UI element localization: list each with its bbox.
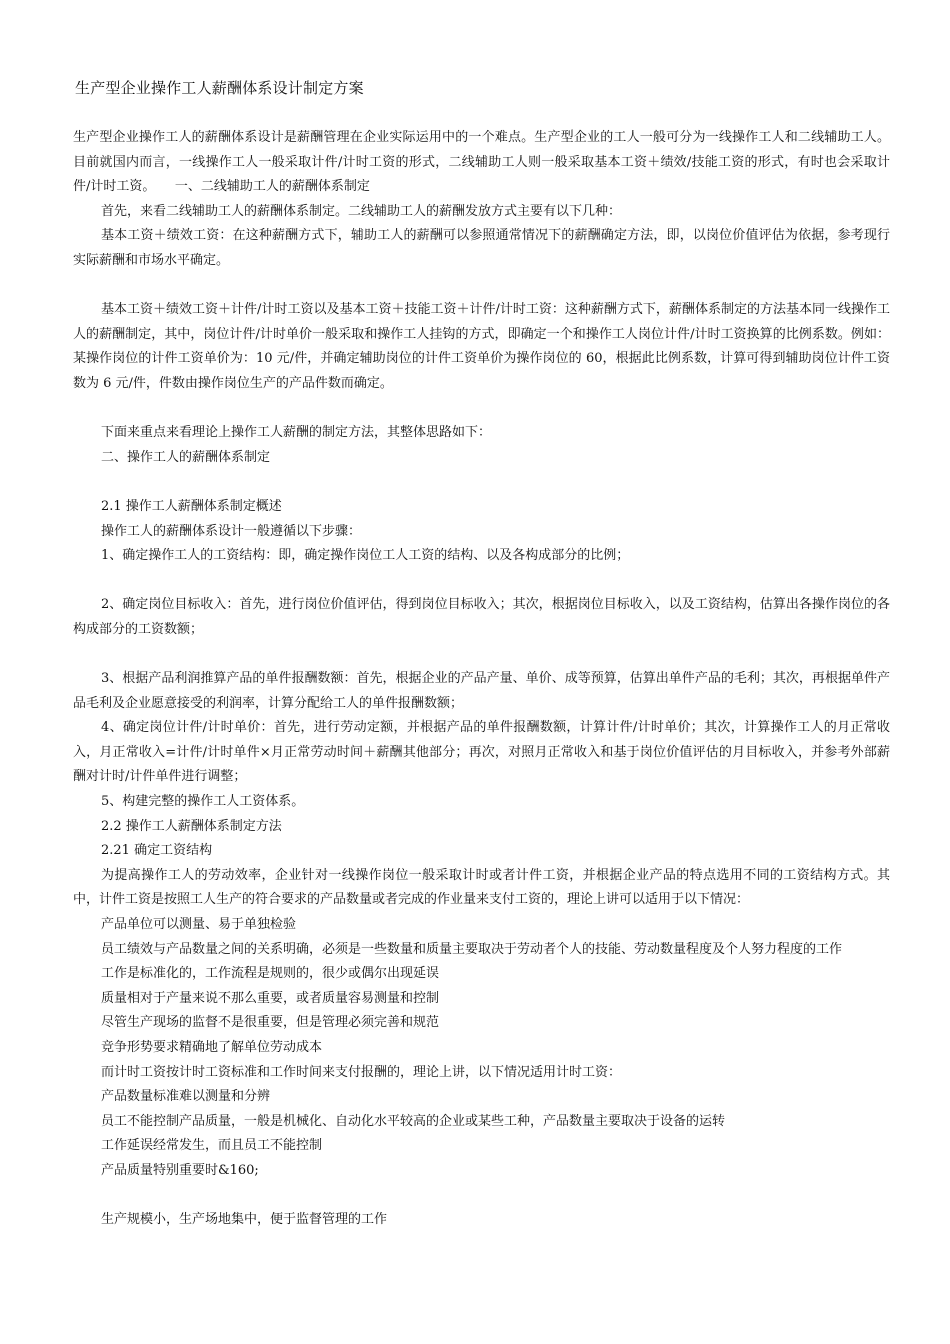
- paragraph-2: 基本工资＋绩效工资：在这种薪酬方式下，辅助工人的薪酬可以参照通常情况下的薪酬确定方法，即，以岗位价值评估为依据，参考现行实际薪酬和市场水平确定。: [73, 228, 890, 268]
- spacer: [73, 569, 890, 594]
- paragraph-7: 操作工人的薪酬体系设计一般遵循以下步骤：: [101, 523, 362, 539]
- list-item: 员工绩效与产品数量之间的关系明确，必须是一些数量和质量主要取决于劳动者个人的技能、劳动数量程度及个人努力程度的工作: [101, 941, 843, 957]
- step-1: 1、确定操作工人的工资结构：即，确定操作岗位工人工资的结构、以及各构成部分的比例；: [101, 548, 630, 564]
- paragraph-1: 首先，来看二线辅助工人的薪酬体系制定。二线辅助工人的薪酬发放方式主要有以下几种：: [101, 203, 622, 219]
- paragraph-15: 为提高操作工人的劳动效率，企业针对一线操作岗位一般采取计时或者计件工资，并根据企业产品的特点选用不同的工资结构方式。其中，计件工资是按照工人生产的符合要求的产品数量或者完成的作业量来支付工资的，理论上讲可以适用于以下情况：: [73, 867, 890, 908]
- step-4: 4、确定岗位计件/计时单价：首先，进行劳动定额，并根据产品的单件报酬数额，计算计件/计时单价；其次，计算操作工人的月正常收入，月正常收入=计件/计时单件×月正常劳动时间＋薪酬其他部分；再次，对照月正常收入和基于岗位价值评估的月目标收入，并参考外部薪酬对计时/计件单件进行调整；: [73, 720, 890, 785]
- document-title: 生产型企业操作工人薪酬体系设计制定方案: [75, 79, 364, 97]
- list-item: 工作是标准化的，工作流程是规则的，很少或偶尔出现延误: [101, 966, 440, 982]
- subsection-heading-2-1: 2.1 操作工人薪酬体系制定概述: [101, 498, 282, 514]
- intro-paragraph: 生产型企业操作工人的薪酬体系设计是薪酬管理在企业实际运用中的一个难点。生产型企业的工人一般可分为一线操作工人和二线辅助工人。目前就国内而言，一线操作工人一般采取计件/计时工资的形式，二线辅助工人则一般采取基本工资＋绩效/技能工资的形式，有时也会采取计件/计时工资。 一、二线辅助工人的薪酬体系制定: [73, 130, 890, 195]
- subsection-heading-2-21: 2.21 确定工资结构: [101, 843, 213, 859]
- spacer: [73, 274, 890, 299]
- list-item: 生产规模小，生产场地集中，便于监督管理的工作: [101, 1212, 388, 1228]
- subsection-heading-2-2: 2.2 操作工人薪酬体系制定方法: [101, 818, 282, 834]
- list-item: 产品质量特别重要时&160;: [101, 1162, 259, 1178]
- document-body: [73, 126, 890, 1233]
- step-2: 2、确定岗位目标收入：首先，进行岗位价值评估，得到岗位目标收入；其次，根据岗位目标收入，以及工资结构，估算出各操作岗位的各构成部分的工资数额；: [73, 597, 890, 637]
- list-item: 产品数量标准难以测量和分辨: [101, 1089, 271, 1105]
- spacer: [73, 642, 890, 667]
- spacer: [73, 397, 890, 422]
- list-item: 竞争形势要求精确地了解单位劳动成本: [101, 1039, 323, 1055]
- spacer: [73, 470, 890, 495]
- step-3: 3、根据产品利润推算产品的单件报酬数额：首先，根据企业的产品产量、单价、成等预算，估算出单件产品的毛利；其次，再根据单件产品毛利及企业愿意接受的利润率，计算分配给工人的单件报酬数额；: [73, 671, 890, 711]
- paragraph-22: 而计时工资按计时工资标准和工作时间来支付报酬的，理论上讲，以下情况适用计时工资：: [101, 1064, 622, 1080]
- paragraph-3: 基本工资＋绩效工资＋计件/计时工资以及基本工资＋技能工资＋计件/计时工资：这种薪酬方式下，薪酬体系制定的方法基本同一线操作工人的薪酬制定，其中，岗位计件/计时单价一般采取和操作工人挂钩的方式，即确定一个和操作工人岗位计件/计时工资换算的比例系数。例如：某操作岗位的计件工资单价为：10 元/件，并确定辅助岗位的计件工资单价为操作岗位的 60，根据此比例系数，计算可得到辅助岗位计件工资数为 6 元/件，件数由操作岗位生产的产品件数而确定。: [73, 302, 890, 391]
- section-heading-2: 二、操作工人的薪酬体系制定: [101, 449, 271, 465]
- list-item: 尽管生产现场的监督不是很重要，但是管理必须完善和规范: [101, 1015, 440, 1031]
- spacer: [73, 1184, 890, 1209]
- paragraph-4: 下面来重点来看理论上操作工人薪酬的制定方法，其整体思路如下：: [101, 425, 492, 441]
- step-5: 5、构建完整的操作工人工资体系。: [101, 794, 305, 810]
- list-item: 质量相对于产量来说不那么重要，或者质量容易测量和控制: [101, 990, 440, 1006]
- list-item: 员工不能控制产品质量，一般是机械化、自动化水平较高的企业或某些工种，产品数量主要取决于设备的运转: [101, 1113, 726, 1129]
- list-item: 工作延误经常发生，而且员工不能控制: [101, 1138, 323, 1154]
- list-item: 产品单位可以测量、易于单独检验: [101, 917, 297, 932]
